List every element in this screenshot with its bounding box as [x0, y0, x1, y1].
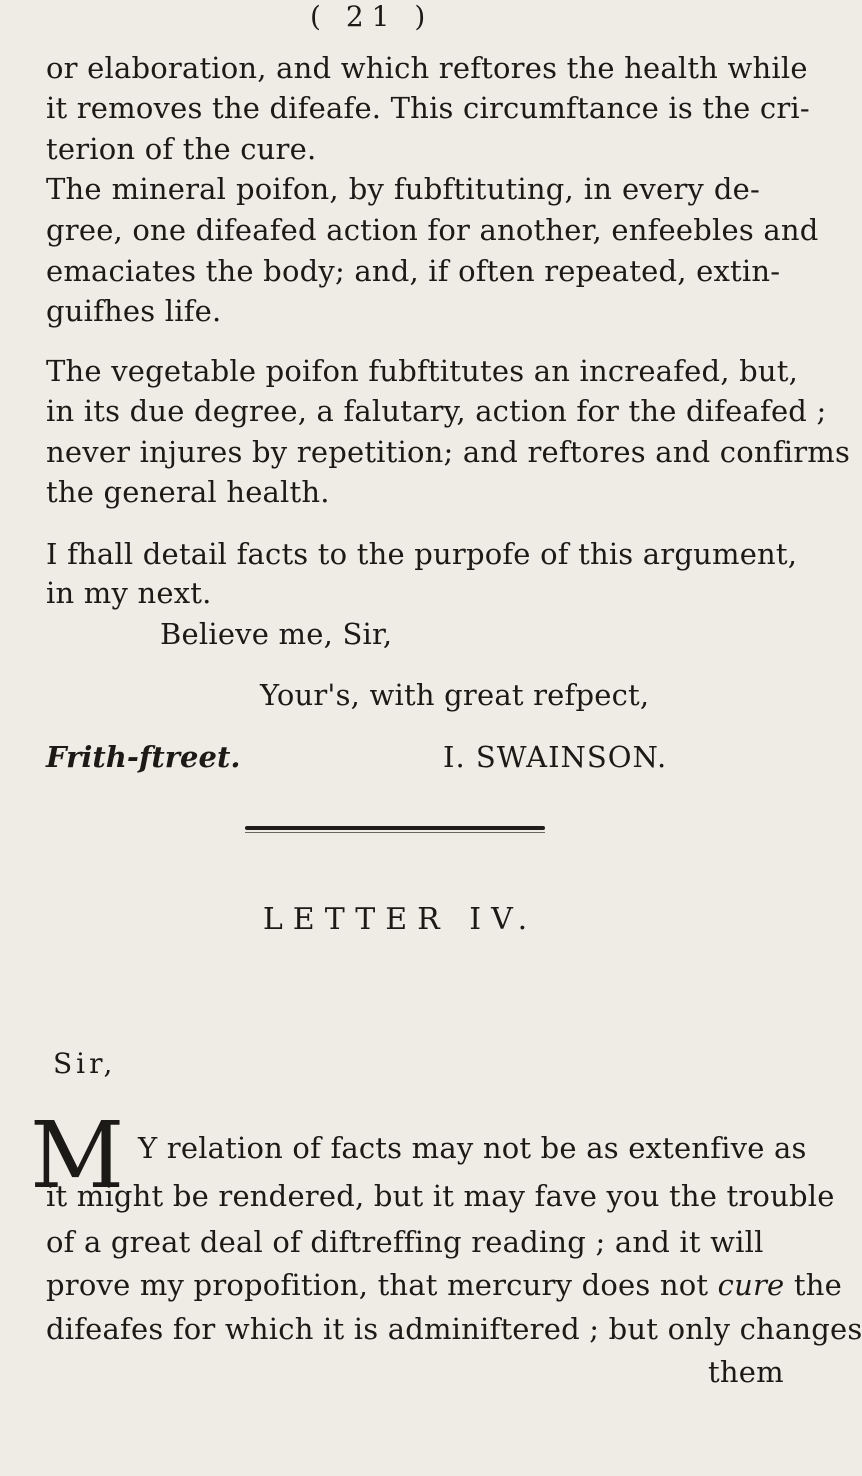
text-line: guifhes life. [46, 294, 222, 328]
text-line: it might be rendered, but it may fave you the trouble [46, 1179, 835, 1213]
signature-name: I. SWAINSON. [443, 740, 668, 774]
text-line: it removes the difeafe. This circumftance is the cri- [46, 91, 810, 125]
closing-yours: Your's, with great refpect, [260, 678, 650, 712]
salutation: Sir, [53, 1047, 117, 1080]
page-number: ( 21 ) [310, 0, 434, 33]
text-line: or elaboration, and which reftores the health while [46, 51, 808, 85]
text-segment: prove my propofition, that mercury does not [46, 1268, 709, 1302]
text-line: in its due degree, a falutary, action for the difeafed ; [46, 394, 827, 428]
text-line: Y relation of facts may not be as extenfive as [138, 1131, 807, 1165]
letter-heading: LETTER IV. [262, 902, 538, 937]
text-line: The mineral poifon, by fubftituting, in every de- [46, 172, 760, 206]
signature-row [46, 740, 760, 780]
text-line: I fhall detail facts to the purpofe of this argument, [46, 537, 798, 571]
text-line [46, 1267, 842, 1303]
ornamental-rule [245, 826, 545, 830]
text-line: gree, one difeafed action for another, enfeebles and [46, 213, 819, 247]
text-line: difeafes for which it is adminiftered ; but only changes [46, 1312, 862, 1346]
catchword: them [708, 1355, 784, 1389]
text-line: of a great deal of diftreffing reading ; and it will [46, 1225, 764, 1259]
text-line: emaciates the body; and, if often repeated, extin- [46, 254, 781, 288]
text-line: the general health. [46, 475, 330, 509]
text-line: never injures by repetition; and reftores and confirms [46, 435, 851, 469]
drop-cap: M [30, 1102, 125, 1209]
signature-place: Frith-ftreet. [46, 740, 241, 774]
text-line: in my next. [46, 576, 212, 610]
italic-word: cure [717, 1268, 785, 1302]
text-segment: the [793, 1268, 842, 1302]
closing-believe: Believe me, Sir, [160, 617, 393, 651]
text-line: terion of the cure. [46, 132, 317, 166]
text-line: The vegetable poifon fubftitutes an increafed, but, [46, 354, 799, 388]
